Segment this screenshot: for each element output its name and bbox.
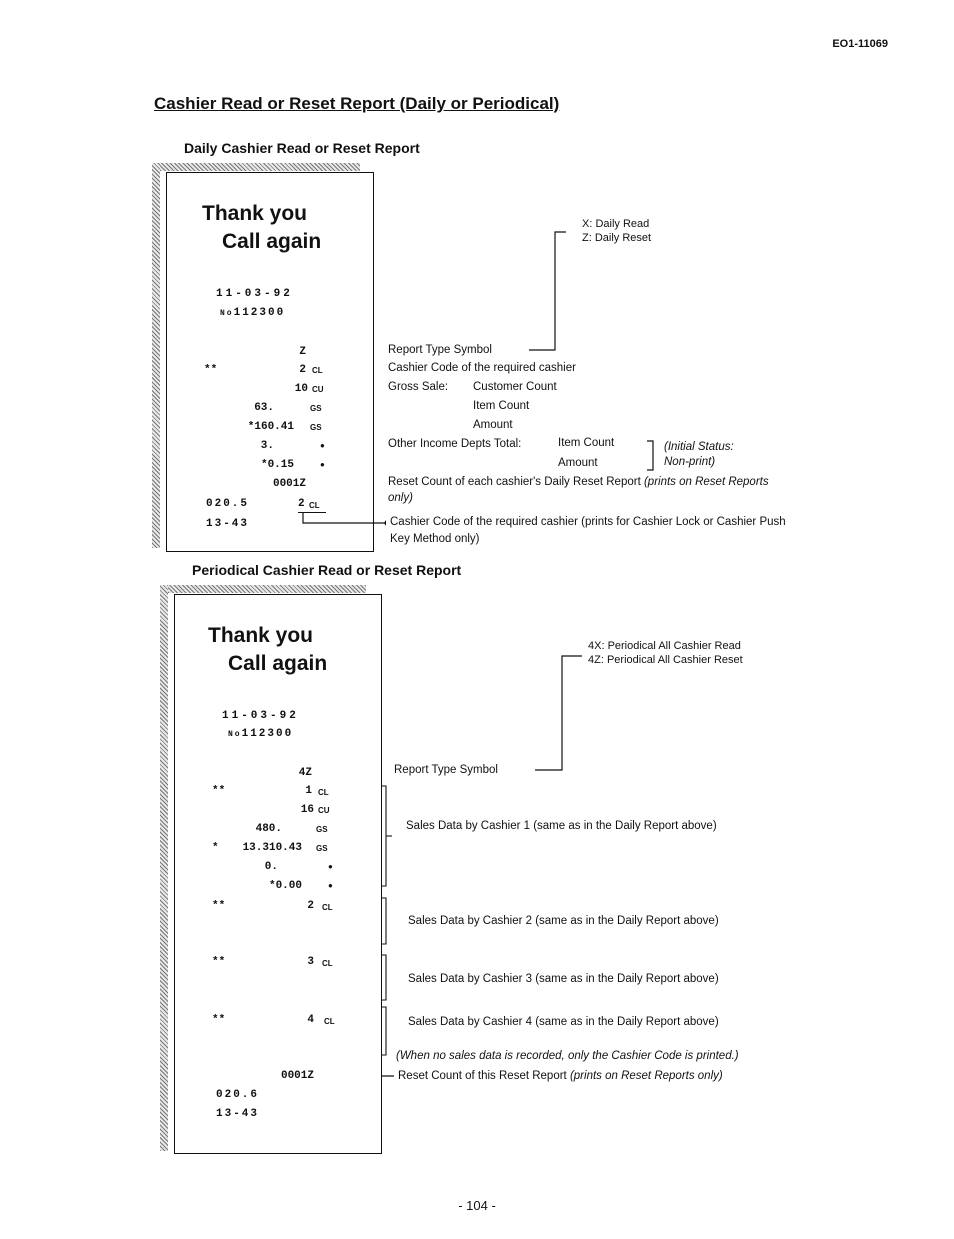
p-oi-amount: *0.00: [268, 880, 302, 892]
p-reset-count: 0001Z: [280, 1070, 314, 1082]
daily-cashier-code-2b-label: Key Method only): [390, 533, 480, 545]
daily-code-left: 020.5: [206, 498, 250, 510]
p-no-prefix: No: [228, 730, 242, 739]
p-reset-count-italic: (prints on Reset Reports only): [569, 1070, 723, 1082]
daily-cl-tag-2: CL: [309, 501, 320, 510]
document-id: EO1-11069: [832, 38, 888, 50]
p-receipt-number: [228, 728, 293, 740]
p-cashier3-code: 3: [307, 956, 314, 968]
daily-x-label: X: Daily Read: [582, 218, 650, 230]
daily-oi-tag-2: ●: [320, 460, 325, 469]
p-x-label: 4X: Periodical All Cashier Read: [588, 640, 741, 652]
daily-reset-count-italic: (prints on Reset Reports: [643, 476, 769, 488]
p-gs-tag-2: GS: [316, 844, 328, 853]
daily-item-count: 63.: [254, 402, 274, 414]
daily-report-type: Z: [299, 346, 306, 358]
daily-initial-status: (Initial Status:: [664, 441, 734, 453]
p-thank-you: Thank you: [208, 624, 314, 647]
p-cl-tag-1: CL: [318, 788, 329, 797]
daily-oi-item-count: 3.: [260, 440, 274, 452]
daily-customer-count: 10: [294, 383, 308, 395]
p-cashier4-label: Sales Data by Cashier 4 (same as in the Daily Report above): [408, 1016, 719, 1028]
p-cl-tag-2: CL: [322, 903, 333, 912]
daily-gross-amount: *160.41: [247, 421, 294, 433]
daily-reset-count-label: [388, 476, 769, 488]
daily-cu-tag: CU: [312, 385, 324, 394]
p-gs-tag-1: GS: [316, 825, 328, 834]
daily-oi-item-count-label: Item Count: [558, 437, 615, 449]
p-cashier1-code: 1: [305, 785, 312, 797]
p-oi-tag-1: ●: [328, 862, 333, 871]
p-oi-tag-2: ●: [328, 881, 333, 890]
p-cashier2-label: Sales Data by Cashier 2 (same as in the Daily Report above): [408, 915, 719, 927]
p-cl-tag-4: CL: [324, 1017, 335, 1026]
p-customer-count: 16: [300, 804, 314, 816]
p-cl-tag-3: CL: [322, 959, 333, 968]
daily-oi-tag-1: ●: [320, 441, 325, 450]
p-cu-tag: CU: [318, 806, 330, 815]
p-reset-count-label: [398, 1070, 723, 1082]
daily-gs-tag-1: GS: [310, 404, 322, 413]
daily-z-label: Z: Daily Reset: [582, 232, 652, 244]
p-report-type: 4Z: [298, 767, 312, 779]
daily-cashier-code-2: 2: [298, 498, 305, 510]
p-cashier3-label: Sales Data by Cashier 3 (same as in the Daily Report above): [408, 973, 719, 985]
daily-cashier-code-label: Cashier Code of the required cashier: [388, 362, 576, 374]
daily-gross-sale-label: Gross Sale:: [388, 381, 449, 393]
daily-cashier-code: 2: [299, 364, 306, 376]
page-title: Cashier Read or Reset Report (Daily or Periodical): [154, 94, 560, 113]
p-call-again: Call again: [228, 652, 328, 675]
p-z-label: 4Z: Periodical All Cashier Reset: [588, 654, 743, 666]
daily-non-print: Non-print): [664, 456, 716, 468]
daily-cashier-marker: **: [204, 364, 218, 376]
p-time: 13-43: [216, 1108, 260, 1120]
daily-thank-you: Thank you: [202, 202, 308, 225]
daily-oi-amount: *0.15: [260, 459, 294, 471]
page-number: - 104 -: [458, 1198, 496, 1213]
daily-amount-label: Amount: [473, 419, 513, 431]
daily-reset-count-only: only): [388, 492, 413, 504]
p-report-type-label: Report Type Symbol: [394, 764, 498, 776]
daily-no-prefix: No: [220, 309, 234, 318]
p-cashier2-marker: **: [212, 900, 226, 912]
daily-customer-count-label: Customer Count: [473, 381, 557, 393]
daily-cl-tag: CL: [312, 366, 323, 375]
daily-oi-amount-label: Amount: [558, 457, 598, 469]
p-date: 11-03-92: [222, 710, 299, 722]
p-oi-item-count: 0.: [264, 861, 278, 873]
p-cashier1-marker: **: [212, 785, 226, 797]
p-item-count: 480.: [255, 823, 282, 835]
p-cashier2-code: 2: [307, 900, 314, 912]
daily-other-income-label: Other Income Depts Total:: [388, 438, 522, 450]
daily-item-count-label: Item Count: [473, 400, 530, 412]
daily-no-value: 112300: [233, 307, 286, 319]
daily-reset-count-text: Reset Count of each cashier's Daily Reset Report: [388, 476, 641, 488]
p-receipt-shadow-left: [160, 585, 168, 1151]
p-gross-amount: 13.310.43: [242, 842, 302, 854]
p-receipt-shadow-top: [160, 585, 366, 593]
p-reset-count-text: Reset Count of this Reset Report: [398, 1070, 567, 1082]
daily-date: 11-03-92: [216, 288, 293, 300]
daily-cashier-code-2-label: Cashier Code of the required cashier (prints for Cashier Lock or Cashier Push: [390, 516, 786, 528]
p-cashier1-label: Sales Data by Cashier 1 (same as in the Daily Report above): [406, 820, 717, 832]
daily-time: 13-43: [206, 518, 250, 530]
p-no-sales-note: (When no sales data is recorded, only the Cashier Code is printed.): [396, 1050, 739, 1062]
p-cashier3-marker: **: [212, 956, 226, 968]
daily-subtitle: Daily Cashier Read or Reset Report: [184, 140, 420, 156]
daily-report-type-label: Report Type Symbol: [388, 344, 492, 356]
periodical-subtitle: Periodical Cashier Read or Reset Report: [192, 562, 462, 578]
p-no-value: 112300: [241, 728, 294, 740]
p-cashier4-marker: **: [212, 1014, 226, 1026]
p-gross-star: *: [212, 842, 219, 854]
daily-call-again: Call again: [222, 230, 322, 253]
p-cashier4-code: 4: [307, 1014, 314, 1026]
p-code-left: 020.6: [216, 1089, 260, 1101]
daily-gs-tag-2: GS: [310, 423, 322, 432]
daily-reset-count: 0001Z: [272, 478, 306, 490]
